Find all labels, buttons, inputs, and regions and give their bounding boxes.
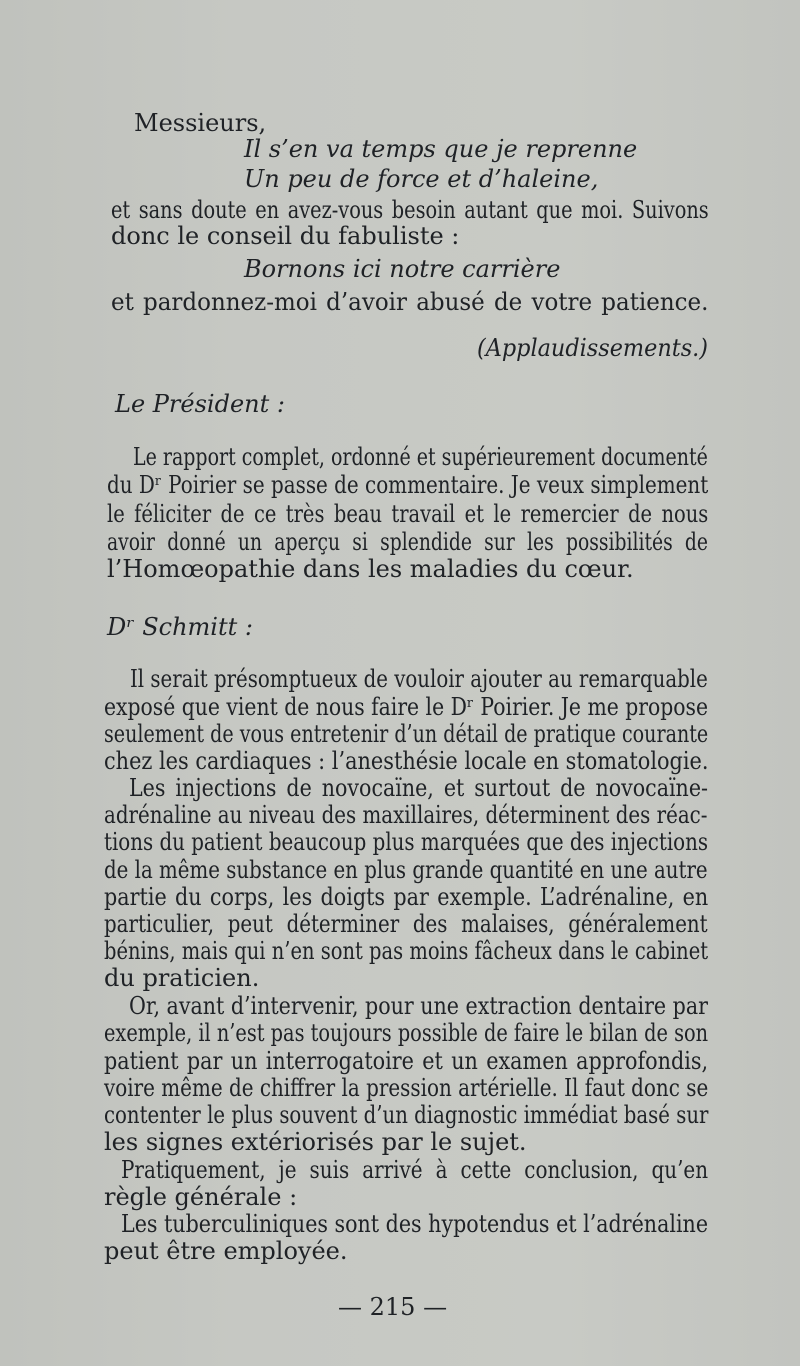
paragraph-line: Pratiquement, je suis arrivé à cette conclusion, qu’en [121, 1156, 709, 1184]
paragraph-line: Il serait présomptueux de vouloir ajouter au remarquable [130, 665, 708, 693]
speaker-heading: Le Président : [115, 390, 285, 418]
paragraph-line: le féliciter de ce très beau travail et le remercier de nous [107, 500, 709, 528]
paragraph-line: du Dʳ Poirier se passe de commentaire. Je veux simplement [107, 471, 709, 499]
page-number: — 215 — [338, 1293, 448, 1321]
paragraph-line: et sans doute en avez-vous besoin autant que moi. Suivons [111, 196, 709, 224]
paragraph-line: seulement de vous entretenir d’un détail de pratique courante [104, 720, 709, 748]
verse-line: Bornons ici notre carrière [244, 255, 561, 283]
paragraph-line: et pardonnez-moi d’avoir abusé de votre patience. [111, 288, 709, 316]
salutation: Messieurs, [134, 109, 267, 137]
paragraph-line: tions du patient beaucoup plus marquées que des injections [104, 828, 709, 856]
applause-note: (Applaudissements.) [477, 334, 708, 362]
paragraph-line: chez les cardiaques : l’anesthésie locale en stomatologie. [104, 747, 709, 775]
paragraph-line: du praticien. [104, 964, 260, 992]
paragraph-line: Le rapport complet, ordonné et supérieurement documenté [133, 443, 708, 471]
verse-line: Un peu de force et d’haleine, [244, 165, 599, 193]
paragraph-line: adrénaline au niveau des maxillaires, déterminent des réac- [104, 801, 708, 829]
paragraph-line: Les tuberculiniques sont des hypotendus et l’adrénaline [121, 1210, 709, 1238]
paragraph-line: partie du corps, les doigts par exemple. L’adrénaline, en [104, 883, 709, 911]
paragraph-line: peut être employée. [104, 1237, 348, 1265]
paragraph-line: l’Homœopathie dans les maladies du cœur. [107, 555, 634, 583]
paragraph-line: Les injections de novocaïne, et surtout de novocaïne- [129, 774, 708, 802]
paragraph-line: particulier, peut déterminer des malaises, généralement [104, 910, 708, 938]
paragraph-line: bénins, mais qui n’en sont pas moins fâcheux dans le cabinet [104, 937, 709, 965]
paragraph-line: avoir donné un aperçu si splendide sur les possibilités de [107, 528, 708, 556]
speaker-heading: Dʳ Schmitt : [107, 613, 253, 641]
paragraph-line: exemple, il n’est pas toujours possible de faire le bilan de son [104, 1019, 709, 1047]
paragraph-line: donc le conseil du fabuliste : [111, 222, 460, 250]
paragraph-line: patient par un interrogatoire et un examen approfondis, [104, 1047, 709, 1075]
paragraph-line: voire même de chiffrer la pression artérielle. Il faut donc se [104, 1074, 709, 1102]
verse-line: Il s’en va temps que je reprenne [244, 135, 638, 163]
paragraph-line: contenter le plus souvent d’un diagnostic immédiat basé sur [104, 1101, 709, 1129]
paragraph-line: exposé que vient de nous faire le Dʳ Poirier. Je me propose [104, 693, 709, 721]
paragraph-line: de la même substance en plus grande quantité en une autre [104, 856, 708, 884]
paragraph-line: règle générale : [104, 1183, 298, 1211]
paragraph-line: Or, avant d’intervenir, pour une extraction dentaire par [129, 992, 708, 1020]
paragraph-line: les signes extériorisés par le sujet. [104, 1128, 527, 1156]
